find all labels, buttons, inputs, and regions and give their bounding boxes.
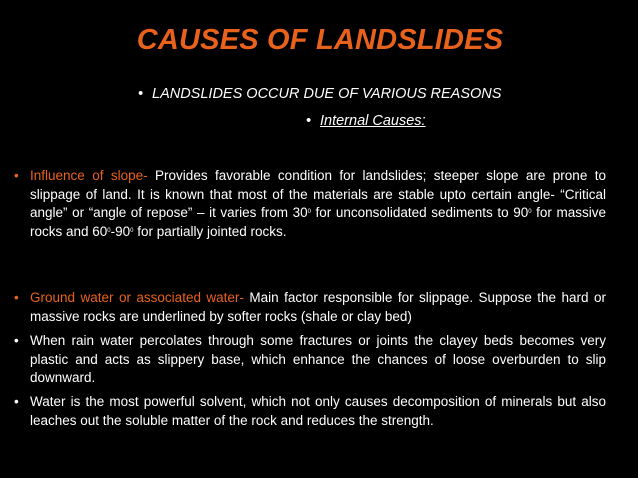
degree-superscript: 0 (130, 227, 134, 234)
subtitle-text: LANDSLIDES OCCUR DUE OF VARIOUS REASONS (152, 86, 502, 102)
degree-superscript: 0 (528, 209, 532, 215)
list-item-ground-water (14, 289, 606, 326)
point-highlight: Influence of slope- (30, 168, 148, 183)
point-text: Provides favorable condition for landslides; steeper slope are prone to slippage of land. It is known that most of the materials are stable upto certain angle- “Critical angle” or “angle of repose” – it varies from 30 (30, 168, 606, 220)
subtitle-bullet (138, 86, 501, 102)
section-heading: Internal Causes: (320, 113, 426, 129)
degree-superscript: 0 (307, 209, 311, 215)
list-item-rain-water (14, 332, 606, 388)
bullet-icon: • (138, 86, 144, 102)
point-text: for massive rocks and 60 (30, 205, 606, 239)
point-text: -90 (110, 223, 131, 239)
point-text: for unconsolidated sediments to 90 (310, 205, 529, 220)
bullet-icon: • (14, 290, 19, 305)
point-text: Main factor responsible for slippage. Suppose the hard or massive rocks are underlined by softer rocks (shale or clay bed) (30, 290, 606, 324)
slide-title: CAUSES OF LANDSLIDES (136, 24, 504, 56)
bullet-icon: • (14, 394, 19, 409)
point-text: When rain water percolates through some fractures or joints the clayey beds becomes very plastic and acts as slippery base, which enhance the chances of loose overburden to slip downward. (30, 333, 606, 385)
list-item-influence-of-slope (14, 167, 606, 241)
list-item-water-solvent (14, 393, 606, 430)
bullet-icon: • (14, 333, 19, 348)
degree-superscript: 0 (107, 227, 111, 234)
bullet-icon: • (14, 168, 19, 183)
section-heading-bullet (306, 113, 426, 129)
point-highlight: Ground water or associated water- (30, 290, 244, 305)
point-text: for partially jointed rocks. (133, 223, 287, 239)
point-text: Water is the most powerful solvent, which not only causes decomposition of minerals but also leaches out the soluble matter of the rock and reduces the strength. (30, 394, 606, 428)
bullet-icon: • (306, 113, 312, 129)
